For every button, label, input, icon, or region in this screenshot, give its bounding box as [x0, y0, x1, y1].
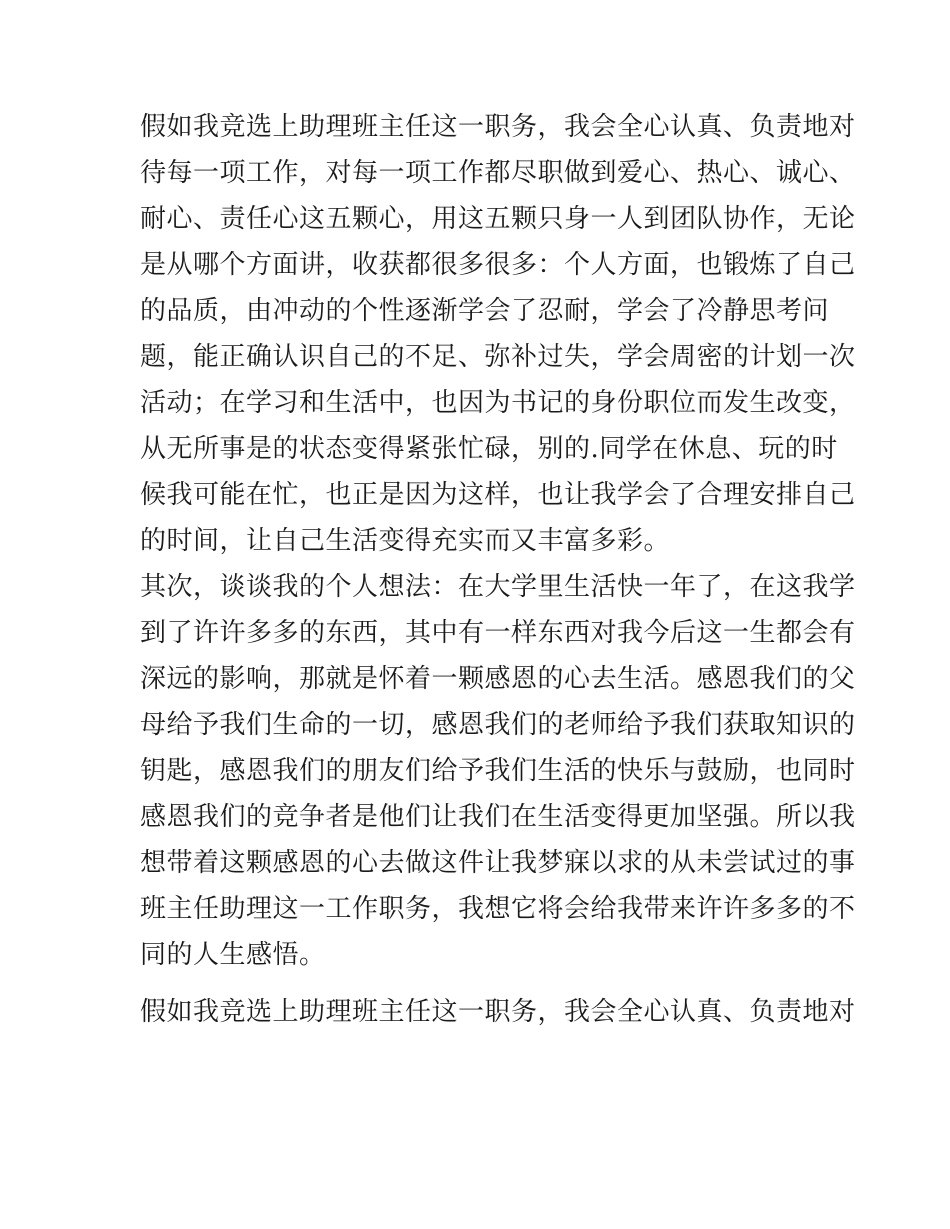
- text-line: 题，能正确认识自己的不足、弥补过失，学会周密的计划一次: [140, 342, 856, 372]
- text-line: 假如我竞选上助理班主任这一职务，我会全心认真、负责地对: [140, 997, 856, 1027]
- text-line: 的品质，由冲动的个性逐渐学会了忍耐，学会了冷静思考问: [140, 296, 830, 326]
- text-line: 深远的影响，那就是怀着一颗感恩的心去生活。感恩我们的父: [140, 664, 856, 694]
- document-body: [140, 104, 856, 1035]
- text-line: 班主任助理这一工作职务，我想它将会给我带来许许多多的不: [140, 894, 856, 924]
- text-line: 母给予我们生命的一切，感恩我们的老师给予我们获取知识的: [140, 710, 856, 740]
- text-line: 待每一项工作，对每一项工作都尽职做到爱心、热心、诚心、: [140, 158, 856, 188]
- paragraph-3: [140, 989, 856, 1035]
- text-line: 的时间，让自己生活变得充实而又丰富多彩。: [140, 526, 671, 556]
- text-line: 耐心、责任心这五颗心，用这五颗只身一人到团队协作，无论: [140, 204, 856, 234]
- text-line: 从无所事是的状态变得紧张忙碌，别的.同学在休息、玩的时: [140, 434, 838, 464]
- text-line: 其次，谈谈我的个人想法：在大学里生活快一年了，在这我学: [140, 572, 856, 602]
- text-line: 钥匙，感恩我们的朋友们给予我们生活的快乐与鼓励，也同时: [140, 756, 856, 786]
- text-line: 候我可能在忙，也正是因为这样，也让我学会了合理安排自己: [140, 480, 856, 510]
- text-line: 活动；在学习和生活中，也因为书记的身份职位而发生改变，: [140, 388, 856, 418]
- text-line: 到了许许多多的东西，其中有一样东西对我今后这一生都会有: [140, 618, 856, 648]
- text-line: 假如我竞选上助理班主任这一职务，我会全心认真、负责地对: [140, 112, 856, 142]
- text-line: 感恩我们的竞争者是他们让我们在生活变得更加坚强。所以我: [140, 802, 856, 832]
- paragraph-1: [140, 104, 856, 564]
- text-line: 同的人生感悟。: [140, 940, 326, 970]
- text-line: 是从哪个方面讲，收获都很多很多：个人方面，也锻炼了自己: [140, 250, 856, 280]
- text-line: 想带着这颗感恩的心去做这件让我梦寐以求的从未尝试过的事: [140, 848, 856, 878]
- paragraph-2: [140, 564, 856, 978]
